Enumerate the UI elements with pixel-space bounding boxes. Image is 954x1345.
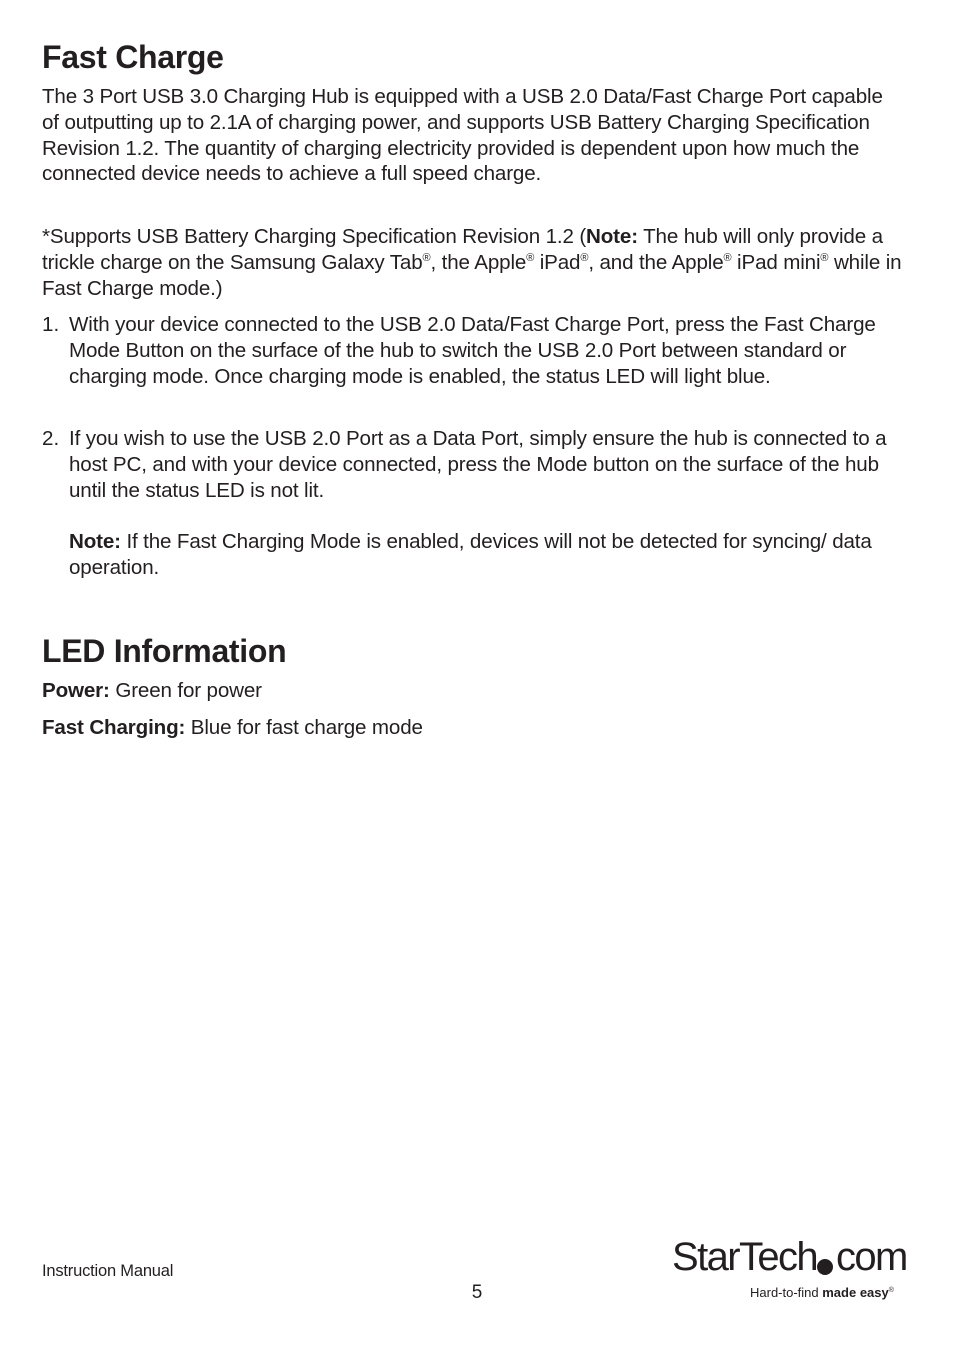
- registered-mark: ®: [723, 251, 732, 264]
- note-text-part: iPad mini: [731, 250, 821, 274]
- step-number: 2.: [42, 427, 60, 450]
- fast-charge-intro: The 3 Port USB 3.0 Charging Hub is equipped with a USB 2.0 Data/Fast Charge Port capable of outputting up to 2.1A of charging power, and supports USB Battery Charging Specification Revision 1.2. The quantity of charging electricity provided is dependent upon how much the connected device needs to achieve a full speed charge.: [42, 85, 883, 186]
- registered-mark: ®: [820, 251, 829, 264]
- led-label: Fast Charging:: [42, 716, 186, 739]
- led-label: Power:: [42, 679, 110, 702]
- note-text-part: , the Apple: [430, 250, 527, 274]
- led-info-fast-charging: [42, 715, 423, 741]
- note-text: If the Fast Charging Mode is enabled, devices will not be detected for syncing/ data operation.: [69, 529, 872, 579]
- step-text: If you wish to use the USB 2.0 Port as a Data Port, simply ensure the hub is connected to a host PC, and with your device connected, press the Mode button on the surface of the hub until the status LED is not lit.: [69, 427, 887, 502]
- startech-logo: [670, 1226, 910, 1306]
- logo-tagline-bold: made easy: [822, 1285, 889, 1300]
- battery-spec-note: [42, 224, 917, 301]
- note-label: Note:: [69, 529, 121, 553]
- logo-wordmark-end: com: [836, 1235, 907, 1279]
- note-text-part: The hub will only provide a trickle charge on the Samsung Galaxy Tab: [42, 225, 883, 274]
- note-label: Note:: [586, 225, 638, 248]
- led-info-power: [42, 678, 262, 704]
- section-title-led-information: LED Information: [42, 633, 287, 669]
- registered-mark: ®: [422, 251, 431, 264]
- registered-mark: ®: [526, 251, 535, 264]
- note-text-part: , and the Apple: [588, 250, 724, 274]
- page-number: 5: [471, 1282, 483, 1303]
- step-number: 1.: [42, 313, 60, 336]
- logo-wordmark-start: StarTech: [672, 1235, 818, 1279]
- logo-tagline: [750, 1285, 895, 1300]
- section-title-fast-charge: Fast Charge: [42, 39, 224, 75]
- logo-dot: [817, 1259, 833, 1275]
- note-text-part: iPad: [534, 250, 581, 274]
- logo-registered-mark: ®: [888, 1287, 894, 1294]
- led-description: Blue for fast charge mode: [185, 716, 423, 739]
- step-text: With your device connected to the USB 2.0 Data/Fast Charge Port, press the Fast Charge Mode Button on the surface of the hub to switch the USB 2.0 Port between standard or charging mode. Once charging mode is enabled, the status LED will light blue.: [69, 313, 876, 388]
- footer-document-type: Instruction Manual: [42, 1262, 174, 1280]
- logo-tagline-start: Hard-to-find: [750, 1285, 823, 1300]
- step-list-item: [42, 312, 917, 389]
- step-list-item: [42, 426, 917, 580]
- step-note: [69, 529, 917, 581]
- led-description: Green for power: [109, 679, 262, 702]
- note-text-part: while in Fast Charge mode.): [42, 250, 902, 300]
- battery-spec-prefix: *Supports USB Battery Charging Specification Revision 1.2 (: [42, 225, 587, 248]
- registered-mark: ®: [580, 251, 589, 264]
